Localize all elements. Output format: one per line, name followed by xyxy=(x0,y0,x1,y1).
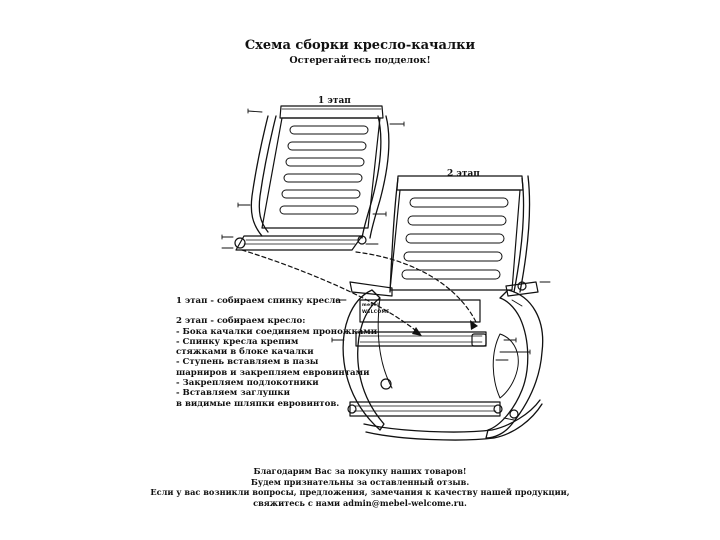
stage-2-instruction-title: 2 этап - собираем кресло: xyxy=(176,316,306,327)
brand-stamp-line-2: WELCOME xyxy=(362,310,390,315)
stage-1-chair-back xyxy=(222,106,404,250)
stage-2-label: 2 этап xyxy=(447,169,480,179)
instruction-step: - Ступень вставляем в пазы xyxy=(176,357,319,368)
instruction-step: в видимые шляпки евровинтов. xyxy=(176,398,340,409)
instruction-step: - Бока качалки соединяем проножками xyxy=(176,326,378,337)
footer-line: Если у вас возникли вопросы, предложения, замечания к качеству нашей продукции, xyxy=(150,487,570,497)
instruction-step: - Вставляем заглушки xyxy=(176,388,290,399)
stage-1-instruction: 1 этап - собираем спинку кресла xyxy=(176,296,341,306)
diagram-title: Схема сборки кресло-качалки xyxy=(244,38,476,53)
footer-line: Благодарим Вас за покупку наших товаров! xyxy=(253,466,467,476)
instruction-step: шарниров и закрепляем евровинтами xyxy=(176,367,370,378)
footer-line: Будем признательны за оставленный отзыв. xyxy=(250,476,470,487)
instruction-step: - Спинку кресла крепим xyxy=(176,336,299,347)
brand-stamp-line-1: mebel xyxy=(362,303,380,308)
stage-2-slats xyxy=(402,198,508,279)
assembly-instructions xyxy=(176,296,380,409)
footer-message xyxy=(0,466,720,508)
instruction-step: - Закрепляем подлокотники xyxy=(176,378,319,389)
counterfeit-warning: Остерегайтесь подделок! xyxy=(289,55,431,66)
footer-line: свяжитесь с нами admin@mebel-welcome.ru. xyxy=(253,497,467,508)
stage-1-slats xyxy=(280,126,368,214)
stage-1-label: 1 этап xyxy=(318,96,351,106)
instruction-step: стяжками в блоке качалки xyxy=(176,347,314,358)
